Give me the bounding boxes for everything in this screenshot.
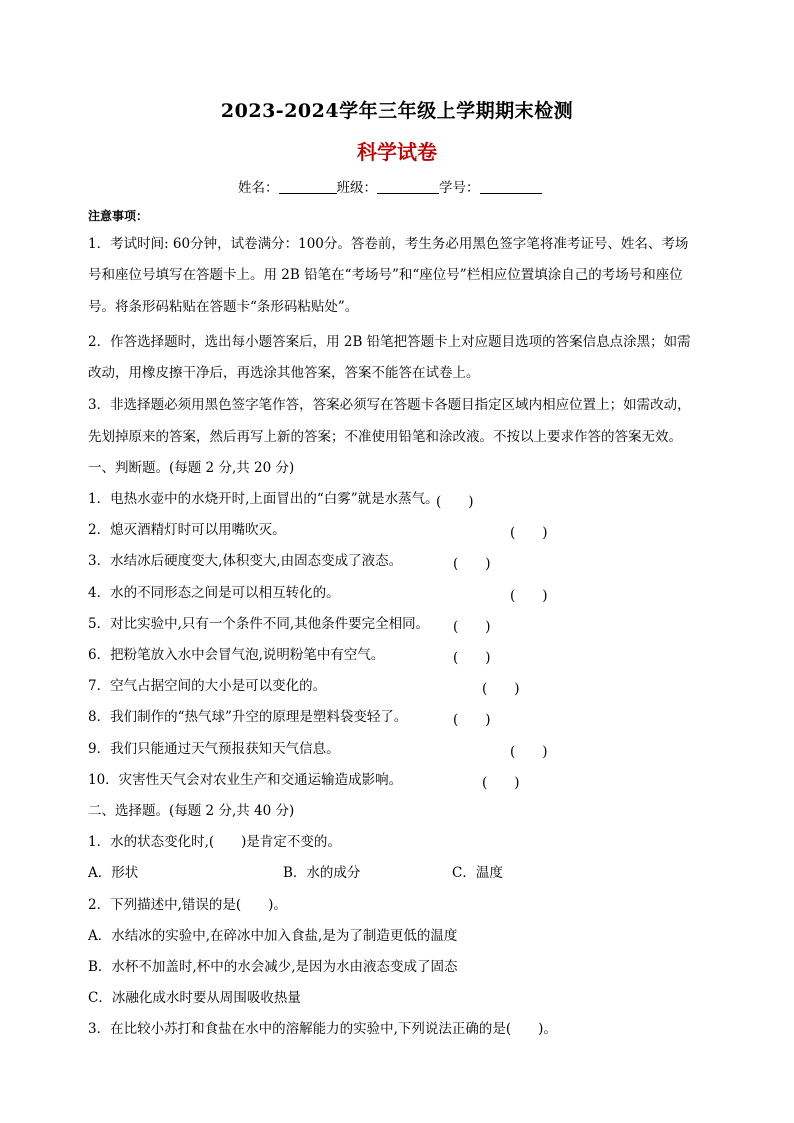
section2-heading: 二、选择题。(每题 2 分,共 40 分) [88,803,295,819]
note-line: 2．作答选择题时，选出每小题答案后，用 2B 铅笔把答题卡上对应题目选项的答案信息点涂黑；如需 [88,334,691,350]
choice-option[interactable]: C．冰融化成水时要从周围吸收热量 [88,990,301,1006]
section1-heading: 一、判断题。(每题 2 分,共 20 分) [88,460,295,476]
number-label: 学号： [439,180,480,196]
answer-paren[interactable]: ( ) [453,556,491,572]
note-line: 号。将条形码粘贴在答题卡“条形码粘贴处”。 [88,299,359,315]
student-info [238,176,542,196]
answer-paren[interactable]: ( ) [453,712,491,728]
choice-question: 2．下列描述中,错误的是( )。 [88,897,287,913]
class-blank[interactable] [377,179,439,194]
exam-subtitle: 科学试卷 [357,140,437,164]
exam-title: 2023-2024学年三年级上学期期末检测 [220,100,574,122]
judge-question: 2．熄灭酒精灯时可以用嘴吹灭。 [88,522,286,538]
note-line: 1．考试时间: 60分钟，试卷满分：100分。答卷前，考生务必用黑色签字笔将准考证号、姓名、考场 [88,236,689,252]
choice-question: 3．在比较小苏打和食盐在水中的溶解能力的实验中,下列说法正确的是( )。 [88,1021,557,1037]
name-blank[interactable] [279,179,337,194]
choice-option[interactable]: A．水结冰的实验中,在碎冰中加入食盐,是为了制造更低的温度 [88,928,458,944]
judge-question: 9．我们只能通过天气预报获知天气信息。 [88,741,340,757]
judge-question: 6．把粉笔放入水中会冒气泡,说明粉笔中有空气。 [88,647,385,663]
answer-paren[interactable]: ( ) [453,650,491,666]
class-label: 班级： [336,180,377,196]
answer-paren[interactable]: ( ) [436,494,474,510]
choice-option[interactable]: B．水杯不加盖时,杯中的水会减少,是因为水由液态变成了固态 [88,959,458,975]
judge-question: 4．水的不同形态之间是可以相互转化的。 [88,585,340,601]
judge-question: 7．空气占据空间的大小是可以变化的。 [88,678,327,694]
choice-option[interactable]: C．温度 [452,865,503,881]
judge-question: 8．我们制作的“热气球”升空的原理是塑料袋变轻了。 [88,709,408,725]
answer-paren[interactable]: ( ) [510,588,548,604]
choice-option[interactable]: B．水的成分 [283,865,361,881]
answer-paren[interactable]: ( ) [510,744,548,760]
note-line: 先划掉原来的答案，然后再写上新的答案；不准使用铅笔和涂改液。不按以上要求作答的答案无效。 [88,429,682,445]
choice-option[interactable]: A．形状 [88,865,139,881]
answer-paren[interactable]: ( ) [482,681,520,697]
name-label: 姓名： [238,180,279,196]
answer-paren[interactable]: ( ) [453,619,491,635]
judge-question: 3．水结冰后硬度变大,体积变大,由固态变成了液态。 [88,553,403,569]
note-line: 3．非选择题必须用黑色签字笔作答，答案必须写在答题卡各题目指定区域内相应位置上；如需改动， [88,397,691,413]
judge-question: 1．电热水壶中的水烧开时,上面冒出的“白雾”就是水蒸气。 [88,491,439,507]
note-line: 号和座位号填写在答题卡上。用 2B 铅笔在“考场号”和“座位号”栏相应位置填涂自己的考场号和座位 [88,267,683,283]
judge-question: 10．灾害性天气会对农业生产和交通运输造成影响。 [88,772,403,788]
notes-heading: 注意事项： [88,209,149,223]
choice-question: 1．水的状态变化时,( )是肯定不变的。 [88,834,341,850]
answer-paren[interactable]: ( ) [482,775,520,791]
answer-paren[interactable]: ( ) [510,525,548,541]
number-blank[interactable] [480,179,542,194]
judge-question: 5．对比实验中,只有一个条件不同,其他条件要完全相同。 [88,616,430,632]
note-line: 改动，用橡皮擦干净后，再选涂其他答案，答案不能答在试卷上。 [88,365,480,381]
